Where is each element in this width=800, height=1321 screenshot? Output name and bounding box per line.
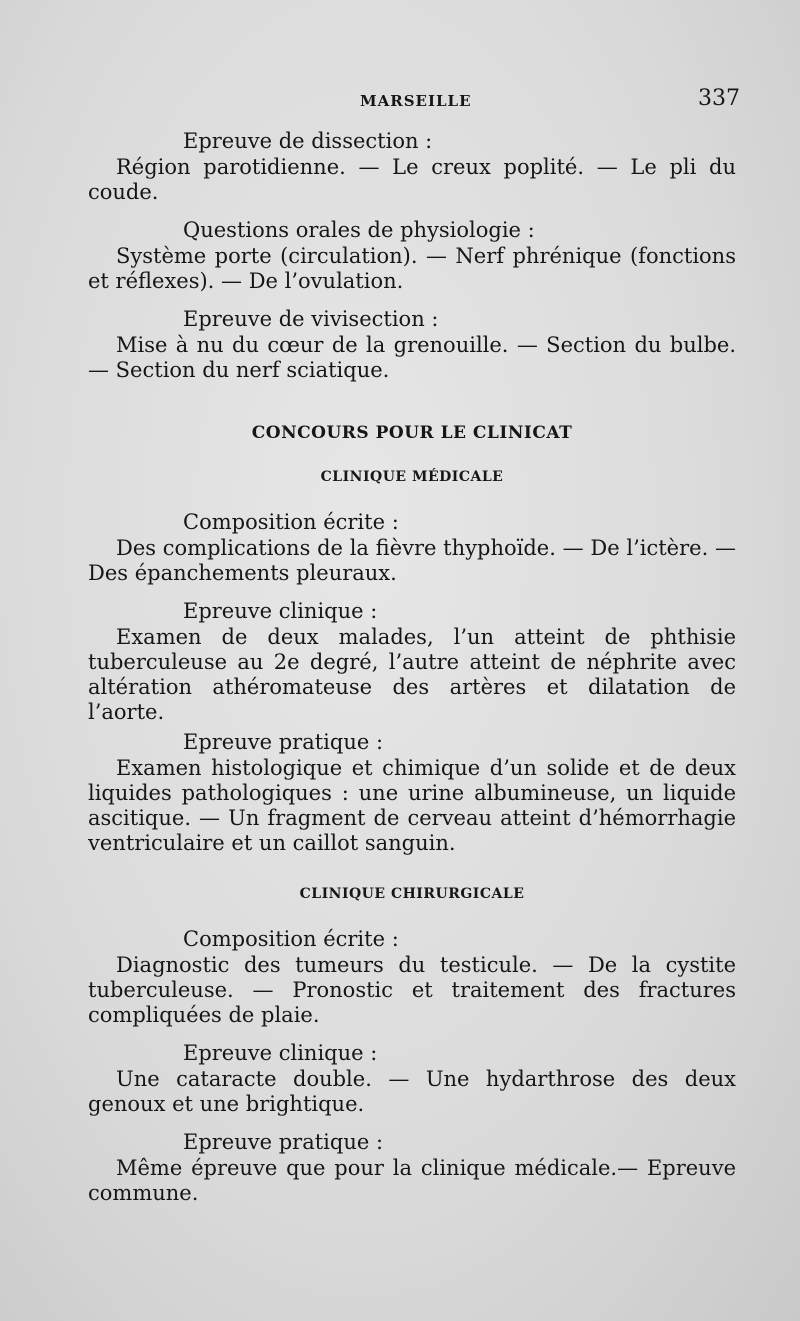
surgical-practical-text: Même épreuve que pour la clinique médicale.— Epreuve commune. (88, 1156, 736, 1205)
subsection-medical: CLINIQUE MÉDICALE (320, 469, 504, 485)
medical-composition-heading: Composition écrite : (183, 510, 399, 534)
surgical-clinical-text: Une cataracte double. — Une hydarthrose des deux genoux et une brightique. (88, 1067, 736, 1116)
medical-clinical-heading: Epreuve clinique : (183, 599, 378, 623)
section-title: CONCOURS POUR LE CLINICAT (251, 423, 573, 443)
medical-practical-text: Examen histologique et chimique d’un solide et de deux liquides pathologiques : une urine albumineuse, un liquide ascitique. — Un fragment de cerveau atteint d’hémorrhagie ventriculaire et un caillot sanguin. (88, 756, 736, 855)
surgical-composition-text: Diagnostic des tumeurs du testicule. — De la cystite tuberculeuse. — Pronostic et traitement des fractures compliquées de plaie. (88, 953, 736, 1027)
page-content (88, 128, 736, 1206)
surgical-composition-heading: Composition écrite : (183, 927, 399, 951)
dissection-text: Région parotidienne. — Le creux poplité. — Le pli du coude. (88, 155, 736, 204)
page-header (90, 86, 740, 118)
medical-composition-text: Des complications de la fièvre thyphoïde. — De l’ictère. — Des épanchements pleuraux. (88, 536, 736, 585)
subsection-surgical: CLINIQUE CHIRURGICALE (299, 886, 525, 902)
surgical-clinical-heading: Epreuve clinique : (183, 1041, 378, 1065)
physiology-heading: Questions orales de physiologie : (183, 218, 535, 242)
running-title: MARSEILLE (360, 92, 472, 110)
dissection-heading: Epreuve de dissection : (183, 129, 433, 153)
surgical-practical-heading: Epreuve pratique : (183, 1130, 384, 1154)
medical-clinical-text: Examen de deux malades, l’un atteint de phthisie tuberculeuse au 2e degré, l’autre atteint de néphrite avec altération athéromateuse des artères et dilatation de l’aorte. (88, 625, 736, 724)
physiology-text: Système porte (circulation). — Nerf phrénique (fonctions et réflexes). — De l’ovulation. (88, 244, 736, 293)
medical-practical-heading: Epreuve pratique : (183, 730, 384, 754)
vivisection-heading: Epreuve de vivisection : (183, 307, 439, 331)
vivisection-text: Mise à nu du cœur de la grenouille. — Section du bulbe. — Section du nerf sciatique. (88, 333, 736, 382)
page-number: 337 (698, 86, 740, 111)
